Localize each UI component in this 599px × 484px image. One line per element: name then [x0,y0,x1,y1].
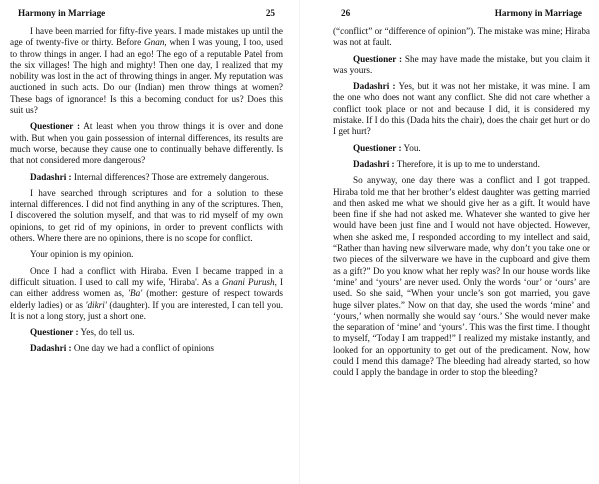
dialogue-paragraph [10,121,283,166]
speaker-label: Questioner : [30,327,79,338]
paragraph [10,266,283,322]
paragraph-text: (“conflict” or “difference of opinion”). The mistake was mine; Hiraba was not at fault. [333,26,590,48]
paragraph [10,26,283,116]
paragraph-text: Your opinion is my opinion. [30,249,134,260]
italic-term: Gnani Purush [222,276,275,287]
paragraph-text: Internal differences? Those are extremely dangerous. [71,171,269,182]
speaker-label: Questioner : [30,121,81,132]
paragraph-text: At least when you throw things it is over and done with. But when you gain possession of internal differences, its results are much worse, because they cause one to continually behave differently. Is that not considered more dangerous? [10,121,284,166]
left-page-body [10,26,283,355]
italic-term: 'dikri' [85,299,107,310]
speaker-label: Dadashri : [30,343,72,354]
right-page-number: 26 [341,8,351,18]
dialogue-paragraph [10,327,283,338]
paragraph [10,249,283,260]
dialogue-paragraph [10,172,283,183]
paragraph-text: I have been married for fifty-five years. I made mistakes up until the age of twenty-five or thirty. Before Gnan, when I was young, I too, used to throw things in anger. I had an ego! The ego of a reputable Patel from the six villages! The high and mighty! Then one day, I realized that my nobility was lost in the act of throwing things in anger. My reputation was auctioned in such acts. Do our (Indian) men throw things at women? These bags of ignorance! Is this a becoming conduct for us? Does this suit us? [10,26,283,116]
paragraph [333,26,590,49]
speaker-label: Dadashri : [30,171,72,182]
dialogue-paragraph [333,54,590,77]
right-page-body [333,26,590,379]
dialogue-paragraph [333,81,590,137]
paragraph-text: One day we had a conflict of opinions [71,343,214,354]
left-page [0,0,299,484]
speaker-label: Questioner : [353,53,403,64]
dialogue-paragraph [10,343,283,354]
left-page-header [10,8,283,22]
paragraph-text: You. [401,142,421,153]
paragraph [10,188,283,244]
speaker-label: Questioner : [353,142,402,153]
paragraph-text: I have searched through scriptures and for a solution to these internal differences. I did not find anything in any of the scriptures. Then, I discovered the solution myself, and that was to rid myself of my own opinions, to get rid of my opinions, in order to prevent conflicts with others. Where there are no opinions, there is no scope for conflict. [10,187,283,244]
paragraph-text: Therefore, it is up to me to understand. [394,158,540,169]
left-running-title: Harmony in Marriage [18,8,106,18]
paragraph-text: Yes, but it was not her mistake, it was mine. I am the one who does not want any conflict. She did not care whether a conflict took place or not and because I did, it is considered my mistake. If I do this (Dada hits the chair), does the chair get hurt or do I get hurt? [333,81,590,137]
right-page [299,0,598,484]
italic-term: Gnan, [144,37,167,48]
speaker-label: Dadashri : [353,81,396,92]
paragraph-text: Once I had a conflict with Hiraba. Even I became trapped in a difficult situation. I used to call my wife, 'Hiraba'. As a Gnani Purush, I can either address women as, 'Ba' (mother: gesture of respect towards elderly ladies) or as 'dikri' (daughter). If you are interested, I can tell you. It is not a long story, just a short one. [10,265,284,321]
paragraph [333,175,590,378]
right-running-title: Harmony in Marriage [494,8,582,18]
italic-term: 'Ba' [128,288,143,299]
paragraph-text: Yes, do tell us. [78,327,135,338]
paragraph-text: She may have made the mistake, but you claim it was yours. [333,53,590,75]
speaker-label: Dadashri : [353,158,395,169]
right-page-header [333,8,590,22]
left-page-number: 25 [265,8,275,18]
dialogue-paragraph [333,143,590,154]
dialogue-paragraph [333,159,590,170]
paragraph-text: So anyway, one day there was a conflict and I got trapped. Hiraba told me that her brother’s eldest daughter was getting married and then asked me what we should give her as a gift. It would have been fine if she had not asked me. Whatever she wanted to give her would have been just fine and I would not have objected. However, when she asked me, I responded according to my intellect and said, “Rather than having new silverware made, why don’t you take one or two pieces of the silverware we have in the cupboard and give them as a gift?” Do you know what her reply was? In our house words like ‘mine’ and ‘yours’ are never used. Only the words ‘our’ or ‘ours’ are used. So she said, “When your uncle’s son got married, you gave huge silver plates.” Now on that day, she used the words ‘mine’ and ‘yours,’ when normally she would say ‘ours.’ She would never make the separation of ‘mine’ and ‘yours’. This was the first time. I thought to myself, “Today I am trapped!” I realized my mistake instantly, and looked for an opportunity to get out of the predicament. Now, how could I mend this damage? The bleeding had already started, so how could I apply the bandage in order to stop the bleeding? [333,175,590,378]
